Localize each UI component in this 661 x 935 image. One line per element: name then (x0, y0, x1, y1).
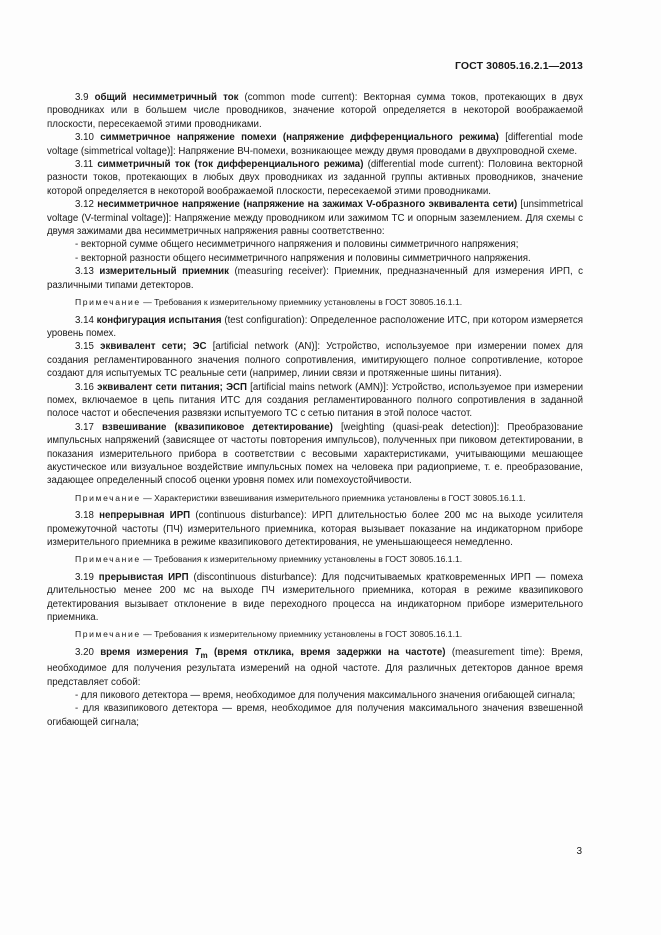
clause-3-12: 3.12 несимметричное напряжение (напряжение на зажимах V-образного эквивалента сети) [unsimmetrical voltage (V-terminal voltage)]: Напряжение между проводником или зажимом ТС и опорным заземлением. Для схемы с двумя зажимами два несимметричных напряжения равны соответственно: (47, 199, 583, 238)
clause-3-18: 3.18 непрерывная ИРП (continuous disturbance): ИРП длительностью более 200 мс на выходе усилителя промежуточной частоты (ПЧ) измерительного приемника, которая вызывает показание на индикаторном приборе измерительного приемника в режиме квазипикового детектирования, не уменьшающееся немедленно. (47, 510, 583, 548)
note: Примечание — Требования к измерительному приемнику установлены в ГОСТ 30805.16.1.1. (75, 297, 463, 308)
note: Примечание — Требования к измерительному приемнику установлены в ГОСТ 30805.16.1.1. (75, 554, 463, 565)
term: конфигурация испытания (96, 314, 222, 326)
term: симметричный ток (ток дифференциального режима) (97, 159, 364, 171)
term: симметричное напряжение помехи (напряжение дифференциального режима) (100, 132, 499, 144)
clause-3-19: 3.19 прерывистая ИРП (discontinuous disturbance): Для подсчитываемых кратковременных ИРП — помеха длительностью менее 200 мс на выходе ПЧ измерительного приемника, которая в режиме квазипикового детектирования вызывает отклонение в виде переходного процесса на индикаторном приборе измерительного приемника. (47, 571, 583, 624)
list-item: - для пикового детектора — время, необходимое для получения максимального значения огибающей сигнала; (75, 690, 576, 701)
term: эквивалент сети питания; ЭСП (97, 381, 247, 393)
page-number: 3 (576, 846, 582, 857)
term: прерывистая ИРП (98, 571, 189, 583)
list-item: - для квазипикового детектора — время, необходимое для получения максимального значения взвешенной огибающей сигнала; (47, 703, 583, 728)
clause-3-10: 3.10 симметричное напряжение помехи (напряжение дифференциального режима) [differential mode voltage (simmetrical voltage)]: Напряжение ВЧ-помехи, возникающее между двумя проводами в двухпроводной схеме. (47, 132, 584, 157)
term: эквивалент сети; ЭС (100, 341, 207, 353)
term: время измерения $T_m$ (время отклика, время задержки на частоте) (100, 646, 446, 660)
note: Примечание — Требования к измерительному приемнику установлены в ГОСТ 30805.16.1.1. (75, 629, 463, 640)
clause-3-16: 3.16 эквивалент сети питания; ЭСП [artificial mains network (AMN)]: Устройство, используемое при измерении помех, включаемое в цепь питания ИТС для создания регламентированного полного сопротивления в заданной полосе частот и обеспечения развязки испытуемого ТС с сетью питания в этой полосе частот. (47, 381, 583, 420)
clause-3-13: 3.13 измерительный приемник (measuring receiver): Приемник, предназначенный для измерения ИРП, с различными типами детекторов. (47, 266, 583, 291)
list-item: - векторной разности общего несимметричного напряжения и половины симметричного напряжения. (75, 252, 531, 264)
clause-3-20: 3.20 время измерения $T_m$ (время отклика, время задержки на частоте) (measurement time): Время, необходимое для получения результата измерений на одной частоте. Для различных детекторов данное время представляет собой: (47, 646, 583, 688)
document-body (47, 91, 583, 729)
clause-3-15: 3.15 эквивалент сети; ЭС [artificial network (AN)]: Устройство, используемое при измерении помех для создания регламентированного значения полного сопротивления, имитирующего полное сопротивление, которое создают для испытуемых ТС реальные сети (например, линии связи и протяженные шины питания). (47, 341, 583, 380)
term: несимметричное напряжение (напряжение на зажимах V-образного эквивалента сети) (97, 199, 518, 211)
note: Примечание — Характеристики взвешивания измерительного приемника установлены в ГОСТ 30805.16.1.1. (75, 492, 526, 503)
clause-3-11: 3.11 симметричный ток (ток дифференциального режима) (differential mode current): Половина векторной разности токов, протекающих в любых двух проводниках из заданной группы активных проводников, значение которой определяется в некоторой воображаемой плоскости, пересекаемой этими проводниками. (47, 159, 583, 197)
list-item: - векторной сумме общего несимметричного напряжения и половины симметричного напряжения; (75, 239, 519, 251)
term: измерительный приемник (99, 266, 229, 278)
term: общий несимметричный ток (94, 92, 239, 103)
standard-header: ГОСТ 30805.16.2.1—2013 (455, 60, 583, 72)
clause-3-14: 3.14 конфигурация испытания (test configuration): Определенное расположение ИТС, при котором измеряется уровень помех. (47, 314, 583, 339)
clause-3-17: 3.17 взвешивание (квазипиковое детектирование) [weighting (quasi-peak detection)]: Преобразование импульсных напряжений (зависящее от частоты повторения импульсов), полученных при пиковом детектировании, в показания измерительного прибора в соответствии с весовыми характеристиками, учитывающими мешающее акустическое или визуальное воздействие импульсных помех на человека при радиоприеме, т. е. преобразование, задающее определенный способ оценки уровня помех или помехоустойчивости. (47, 421, 583, 487)
term: непрерывная ИРП (99, 510, 191, 522)
clause-3-9: 3.9 общий несимметричный ток (common mode current): Векторная сумма токов, протекающих в двух проводниках или в большем числе проводников, значение которой определяется в некоторой воображаемой плоскости, пересекаемой этими проводниками. (47, 92, 584, 130)
term: взвешивание (квазипиковое детектирование) (101, 421, 333, 433)
